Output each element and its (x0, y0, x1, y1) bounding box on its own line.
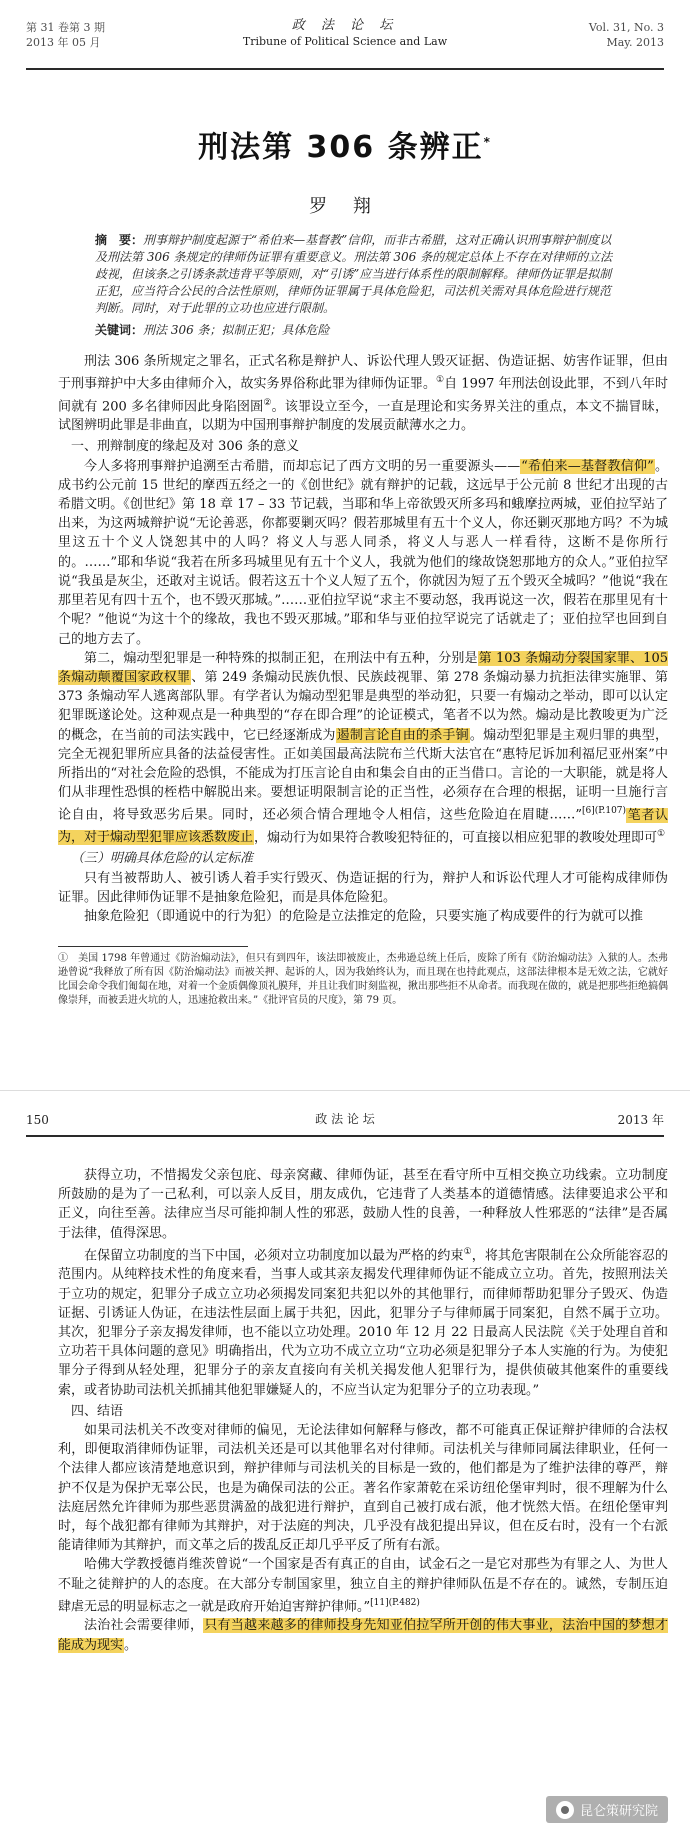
footnote-ref: ① (657, 828, 666, 839)
incitement-end: ，煽动行为如果符合教唆犯特征的，可直接以相应犯罪的教唆处理即可 (254, 830, 658, 846)
issue-date-en: May. 2013 (606, 36, 664, 49)
citation-ref: [11](P.482) (370, 1597, 420, 1608)
article-body-page-two (58, 1166, 668, 1655)
paragraph-final (58, 1616, 668, 1654)
highlight-abolish: 笔者认为，对于煽动型犯罪应该悉数废止 (58, 807, 668, 846)
paragraph-intro (58, 352, 668, 435)
keywords-text: 刑法 306 条；拟制正犯；具体危险 (143, 323, 330, 337)
page-number: 150 (26, 1113, 49, 1127)
page-two (0, 1091, 690, 1831)
paragraph-dershowitz (58, 1555, 668, 1616)
abstract-label: 摘 要： (95, 233, 144, 247)
footnote-ref: ② (263, 397, 272, 408)
title-footnote-mark: * (483, 135, 492, 149)
final-post: 。 (124, 1637, 138, 1653)
issue-info-en (589, 20, 664, 50)
restriction-post: ，将其危害限制在公众所能容忍的范围内。从纯粹技术性的角度来看，当事人或其亲友揭发代理律师伪证不能成立立功。首先，按照刑法关于立功的规定，犯罪分子成立立功必须揭发同案犯共犯以外的其他罪行，而律师帮助犯罪分子毁灭、伪造证据、引诱证人伪证，在违法性层面上属于共犯，因此，犯罪分子与律师属于同案犯，自然不属于立功。其次，犯罪分子亲友揭发律师，也不能以立功处理。2010 年 12 月 22 日最高人民法院《关于处理自首和立功若干具体问题的意见》明确指出，代为立功不成立立功“立功必须是犯罪分子本人实施的行为。为使犯罪分子得到从轻处理，犯罪分子的亲友直接向有关机关揭发他人犯罪行为，提供侦破其他案件的重要线索，或者协助司法机关抓捕其他犯罪嫌疑人的，不应当认定为犯罪分子的立功表现。” (58, 1248, 668, 1398)
restriction-pre: 在保留立功制度的当下中国，必须对立功制度加以最为严格的约束 (84, 1248, 464, 1264)
volume-issue-en: Vol. 31, No. 3 (588, 21, 664, 34)
highlight-free-speech: 遏制言论自由的杀手锏 (336, 727, 469, 743)
highlight-hebrew-christian: “希伯来—基督教信仰” (521, 458, 654, 474)
paragraph-incitement (58, 649, 668, 848)
section-heading-3: （三）明确具体危险的认定标准 (71, 851, 254, 867)
issue-date: 2013 年 05 月 (26, 36, 101, 49)
journal-header (26, 14, 664, 70)
section-heading-1: 一、刑辩制度的缘起及对 306 条的意义 (71, 439, 300, 455)
author-name: 罗 翔 (309, 196, 381, 217)
paragraph-abstract-danger: 抽象危险犯（即通说中的行为犯）的危险是立法推定的危险，只要实施了构成要件的行为就可以推 (84, 909, 644, 924)
article-title (0, 122, 690, 166)
intro-sentence-1: 刑法 306 条所规定之罪名，正式名称是辩护人、诉讼代理人毁灭证据、伪造证据、妨害作证罪，但由于刑事辩护中大多由律师介入，故实务界俗称此罪为律师伪证罪。 (58, 354, 668, 392)
highlight-article-103-105: 第 103 条煽动分裂国家罪、105 条煽动颠覆国家政权罪 (58, 650, 668, 685)
paragraph-origin (58, 457, 668, 649)
volume-issue: 第 31 卷第 3 期 (26, 21, 105, 34)
footnote-text: ① 美国 1798 年曾通过《防治煽动法》，但只有到四年，该法即被废止，杰弗逊总统上任后，废除了所有《防治煽动法》入狱的人。杰弗逊曾说“我释放了所有因《防治煽动法》而被关押、起诉的人，因为我始终认为，而且现在也持此观点，这部法律根本是无效之法，它就好比国会命令我们匍匐在地，对着一个金质偶像顶礼膜拜，并且让我们时刻监视，揪出那些拒不从命者。而我现在做的，就是把那些拒绝搞偶像崇拜，而被丢进火坑的人，迅速抢救出来。”《批评官员的尺度》，第 79 页。 (58, 953, 668, 1006)
keywords (95, 322, 618, 339)
incitement-mid: 、第 249 条煽动民族仇恨、民族歧视罪、第 278 条煽动暴力抗拒法律实施罪、第 373 条煽动军人逃离部队罪。有学者认为煽动型犯罪是典型的举动犯，只要一有煽动之举动，即可以认定犯罪既遂论处。这种观点是一种典型的“存在即合理”的论证模式，笔者不以为然。煽动是比教唆更为广泛的概念，在当前的司法实践中，它已经逐渐成为 (58, 669, 668, 743)
journal-name-running: 政 法 论 坛 (315, 1112, 375, 1126)
dershowitz-quote: 哈佛大学教授德肖维茨曾说“一个国家是否有真正的自由，试金石之一是它对那些为有罪之人、为世人不耻之徒辩护的人的态度。在大部分专制国家里，独立自主的辩护律师队伍是不存在的。诚然，专制压迫肆虐无忌的明显标志之一就是政府开始迫害辩护律师。” (58, 1557, 668, 1615)
footnote-ref: ① (436, 375, 445, 386)
article-title-text: 刑法第 306 条辨正 (198, 130, 484, 165)
origin-mid: ，而却忘记了西方文明的另一重要源头—— (269, 458, 521, 474)
year-running: 2013 年 (617, 1113, 664, 1127)
section-heading-conclusion: 四、结语 (71, 1403, 124, 1419)
origin-pre: 今人多将刑事辩护追溯至古希腊 (84, 458, 270, 474)
keywords-label: 关键词： (95, 323, 144, 337)
paragraph-restriction (58, 1243, 668, 1400)
incitement-post: 。煽动型犯罪是主观归罪的典型，完全无视犯罪所应具备的法益侵害性。正如美国最高法院布兰代斯大法官在“惠特尼诉加利福尼亚州案”中所指出的“对社会危险的恐惧，不能成为打压言论自由和集会自由的正当借口。言论的一大职能，就是将人们从非理性恐惧的桎梏中解脱出来。要想证明限制言论的正当性，必须存在合理的根据，证明一旦施行言论自由，将导致恶劣后果。同时，还必须合情合理地令人相信，这些危险迫在眉睫……” (58, 727, 668, 823)
highlight-rule-of-law-dream: 只有当越来越多的律师投身先知亚伯拉罕所开创的伟大事业，法治中国的梦想才能成为现实 (58, 1618, 668, 1653)
abstract-text: 刑事辩护制度起源于“希伯来—基督教”信仰，而非古希腊，这对正确认识刑事辩护制度以及刑法第 306 条规定的律师伪证罪有重要意义。刑法第 306 条的规定总体上不存在对律师的立法歧视，但该条之引诱条款违背平等原则，对“引诱”应当进行体系性的限制解释。律师伪证罪是拟制正犯，应当符合公民的合法性原则，律师伪证罪属于具体危险犯，司法机关需对具体危险进行规范判断。同时，对于此罪的立功也应进行限制。 (95, 233, 613, 315)
intro-sentence-3: 。该罪设立至今，一直是理论和实务界关注的重点，本文不揣冒昧，试图辨明此罪是非曲直，以期为中国刑事辩护制度的发展贡献薄水之力。 (58, 399, 668, 434)
final-pre: 法治社会需要律师， (84, 1618, 204, 1634)
incitement-pre: 第二，煽动型犯罪是一种特殊的拟制正犯，在刑法中有五种，分别是 (84, 650, 478, 666)
abstract (95, 232, 618, 317)
paragraph-meritorious-service: 获得立功，不惜揭发父亲包庇、母亲窝藏、律师伪证，甚至在看守所中互相交换立功线索。立功制度所鼓励的是为了一己私利，可以亲人反目，朋友成仇，它违背了人类基本的道德情感。法律要追求公平和正义，向往至善。法律应当尽可能抑制人性的邪恶，鼓励人性的良善，一种释放人性邪恶的“法律”是否属于法律，值得深思。 (58, 1168, 668, 1241)
journal-name (26, 18, 664, 50)
footnote-divider (58, 946, 248, 947)
watermark-text: 昆仑策研究院 (579, 1804, 658, 1819)
intro-sentence-2: 自 1997 年刑法创设此罪，不到八年时间就有 200 多名律师因此身陷囹圄 (58, 376, 668, 415)
article-body-page-one (58, 352, 668, 926)
wechat-icon (556, 1801, 574, 1819)
citation-ref: [6](P.107) (581, 806, 627, 817)
paragraph-conclusion-1: 如果司法机关不改变对律师的偏见，无论法律如何解释与修改，都不可能真正保证辩护律师的合法权利，即便取消律师伪证罪，司法机关还是可以其他罪名对付律师。司法机关与律师同属法律职业，任何一个法律人都应该清楚地意识到，辩护律师与司法机关的目标是一致的，他们都是为了维护法律的尊严，辩护不仅是为保护无辜公民，也是为确保司法的公正。著名作家萧乾在采访纽伦堡审判时，很不理解为什么法庭居然允许律师为那些恶贯满盈的战犯进行辩护，直到自己被打成右派，他才恍然大悟。在纽伦堡审判时，每个战犯都有律师为其辩护，对于法庭的判决，几乎没有战犯提出异议，但在反右时，没有一个右派能请律师为其辩护，而文革之后的拨乱反正却几乎平反了所有右派。 (58, 1422, 668, 1554)
footnote-ref: ① (463, 1246, 472, 1257)
origin-post: 。成书约公元前 15 世纪的摩西五经之一的《创世纪》就有辩护的记载，这远早于公元前 8 世纪才出现的古希腊文明。《创世纪》第 18 章 17 – 33 节记载，当耶和华上帝欲毁灭所多玛和蛾摩拉两城，亚伯拉罕站了出来，为这两城辩护说“无论善恶，你都要剿灭吗？假若那城里有五十个义人，你还剿灭那地方吗？不为城里这五十个义人饶恕其中的人吗？将义人与恶人同杀，将义人与恶人一样看待，这断不是你所行的。……”耶和华说“我若在所多玛城里见有五十个义人，我就为他们的缘故饶恕那地方的众人。”亚伯拉罕说“我虽是灰尘，还敢对主说话。假若这五十个义人短了五个，你就因为短了五个毁灭全城吗？”他说“我在那里若见有四十五个，也不毁灭那城。”……亚伯拉罕说“求主不要动怒，我再说这一次，假若在那里见有十个呢？”他说“为这十个的缘故，我也不毁灭那城。”耶和华与亚伯拉罕说完了话就走了；亚伯拉罕也回到自己的地方去了。 (58, 458, 668, 647)
source-watermark (546, 1796, 668, 1823)
journal-name-cn: 政 法 论 坛 (291, 18, 399, 33)
page-header (26, 1105, 664, 1137)
paragraph-concrete-danger: 只有当被帮助人、被引诱人着手实行毁灭、伪造证据的行为，辩护人和诉讼代理人才可能构成律师伪证罪。因此律师伪证罪不是抽象危险犯，而是具体危险犯。 (58, 870, 668, 905)
journal-name-en: Tribune of Political Science and Law (242, 35, 448, 48)
